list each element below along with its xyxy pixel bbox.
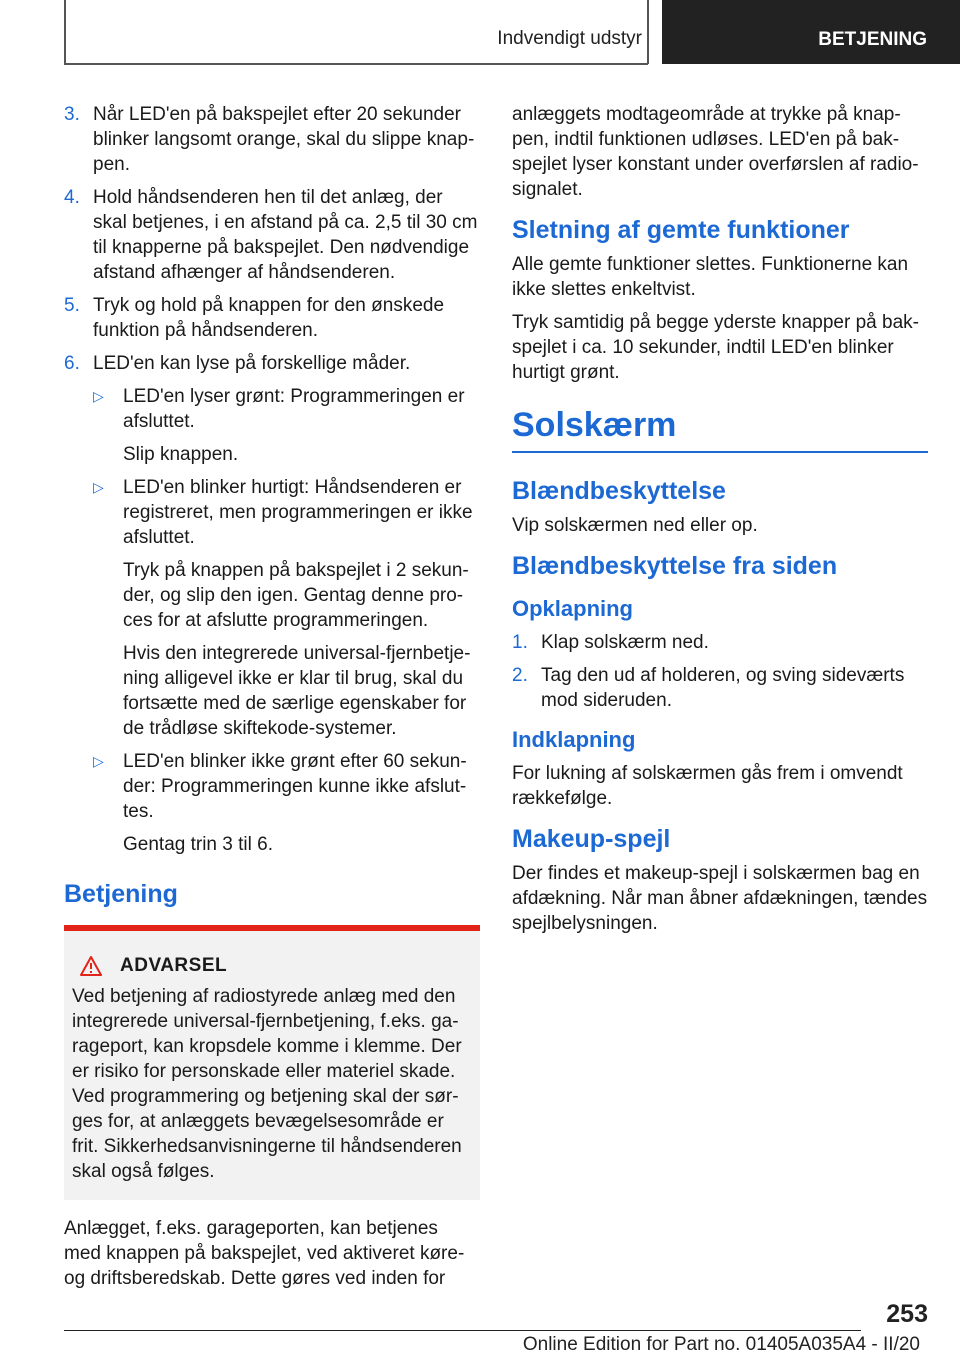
bullet-text: LED'en lyser grønt: Programmeringen er afsluttet. [123, 386, 465, 432]
header-chapter-label: BETJENING [818, 29, 927, 50]
step-text: Tag den ud af holderen, og sving sideværts mod sideruden. [541, 665, 905, 711]
step-number: 5. [64, 295, 80, 316]
paragraph-sletning-2: Tryk samtidig på begge yderste knapper på bak‐spejlet i ca. 10 sekunder, indtil LED'en blinker hurtigt grønt. [512, 312, 919, 383]
header-left-rule [64, 0, 66, 64]
header-chapter-tab [662, 0, 960, 64]
warning-triangle-icon [80, 955, 102, 977]
list-item-step-6 [64, 351, 480, 376]
heading-sletning: Sletning af gemte funktioner [512, 216, 850, 244]
step-number: 1. [512, 632, 528, 653]
header-underline [64, 63, 648, 65]
step-number: 6. [64, 353, 80, 374]
bullet-subtext: Tryk på knappen på bakspejlet i 2 sekun‐der, og slip den igen. Gentag denne pro‐ces for at afslutte programmeringen. [123, 560, 469, 631]
heading-indklapning: Indklapning [512, 727, 636, 752]
bullet-subtext: Hvis den integrerede universal-fjernbetje‐ning alligevel ikke er klar til brug, skal du fortsætte med de særlige egenskaber for de trådløse skiftekode-systemer. [123, 643, 471, 739]
right-column [512, 102, 928, 944]
warning-header [72, 953, 472, 978]
warning-text: Ved betjening af radiostyrede anlæg med den integrerede universal-fjernbetjening, f.eks. ga‐rageport, kan kropsdele komme i klemme. Der er risiko for personskade eller materiel skade. Ved programmering og betjening skal der sør‐ges for, at anlæggets bevægelsesområde er frit. Sikkerhedsanvisningerne til håndsenderen skal også følges. [72, 986, 462, 1182]
heading-opklapning: Opklapning [512, 596, 633, 621]
bullet-text: LED'en blinker hurtigt: Håndsenderen er registreret, men programmeringen er ikke afsluttet. [123, 477, 473, 548]
paragraph-makeup-spejl: Der findes et makeup-spejl i solskærmen bag en afdækning. Når man åbner afdækningen, tændes spejlbelysningen. [512, 863, 928, 934]
paragraph-sletning-1: Alle gemte funktioner slettes. Funktionerne kan ikke slettes enkeltvist. [512, 254, 909, 300]
page-number: 253 [886, 1300, 928, 1328]
triangle-right-icon: ▷ [93, 479, 104, 495]
footer-rule [64, 1330, 861, 1331]
bullet-text: LED'en blinker ikke grønt efter 60 sekun‐der: Programmeringen kunne ikke afslut‐tes. [123, 751, 467, 822]
step-number: 4. [64, 187, 80, 208]
step-text: Når LED'en på bakspejlet efter 20 sekunder blinker langsomt orange, skal du slippe knap‐pen. [93, 104, 475, 175]
list-item-step-1 [512, 630, 928, 655]
step-number: 3. [64, 104, 80, 125]
heading-makeup-spejl: Makeup-spejl [512, 825, 671, 853]
list-item-step-2 [512, 663, 928, 713]
heading-betjening: Betjening [64, 880, 178, 908]
warning-box [64, 931, 480, 1200]
triangle-right-icon: ▷ [93, 753, 104, 769]
bullet-subtext: Slip knappen. [123, 444, 239, 465]
step-text: Hold håndsenderen hen til det anlæg, der skal betjenes, i en afstand på ca. 2,5 til 30 cm til knapperne på bakspejlet. Den nødvendige afstand afhænger af håndsenderen. [93, 187, 478, 283]
paragraph-indklapning: For lukning af solskærmen gås frem i omvendt rækkefølge. [512, 763, 903, 809]
paragraph-blaendbeskyttelse: Vip solskærmen ned eller op. [512, 515, 758, 536]
list-item-step-3 [64, 102, 480, 177]
left-column [64, 102, 480, 1299]
header-separator [647, 0, 649, 64]
header-section-title: Indvendigt udstyr [497, 28, 642, 49]
step-text: Klap solskærm ned. [541, 632, 709, 653]
step-text: Tryk og hold på knappen for den ønskede funktion på håndsenderen. [93, 295, 445, 341]
section-rule [512, 451, 928, 453]
footer-edition: Online Edition for Part no. 01405A035A4 - II/20 [522, 1334, 920, 1355]
triangle-right-icon: ▷ [93, 388, 104, 404]
step-number: 2. [512, 665, 528, 686]
heading-solskaerm: Solskærm [512, 406, 677, 444]
list-item-step-4 [64, 185, 480, 285]
heading-blaendbeskyttelse: Blændbeskyttelse [512, 477, 726, 505]
heading-blaendbeskyttelse-side: Blændbeskyttelse fra siden [512, 552, 838, 580]
step-text: LED'en kan lyse på forskellige måder. [93, 353, 411, 374]
bullet-item-fast-blink [64, 475, 480, 550]
bullet-item-green [64, 384, 480, 434]
paragraph-continued: anlæggets modtageområde at trykke på knap‐pen, indtil funktionen udløses. LED'en på bak‐spejlet lyser konstant under overførslen af radio‐signalet. [512, 104, 919, 200]
warning-title: ADVARSEL [120, 955, 228, 976]
paragraph-operation: Anlægget, f.eks. garageporten, kan betjenes med knappen på bakspejlet, ved aktiveret køre- og driftsberedskab. Dette gøres ved inden for [64, 1218, 465, 1289]
list-item-step-5 [64, 293, 480, 343]
bullet-item-no-green [64, 749, 480, 824]
bullet-subtext: Gentag trin 3 til 6. [123, 834, 273, 855]
